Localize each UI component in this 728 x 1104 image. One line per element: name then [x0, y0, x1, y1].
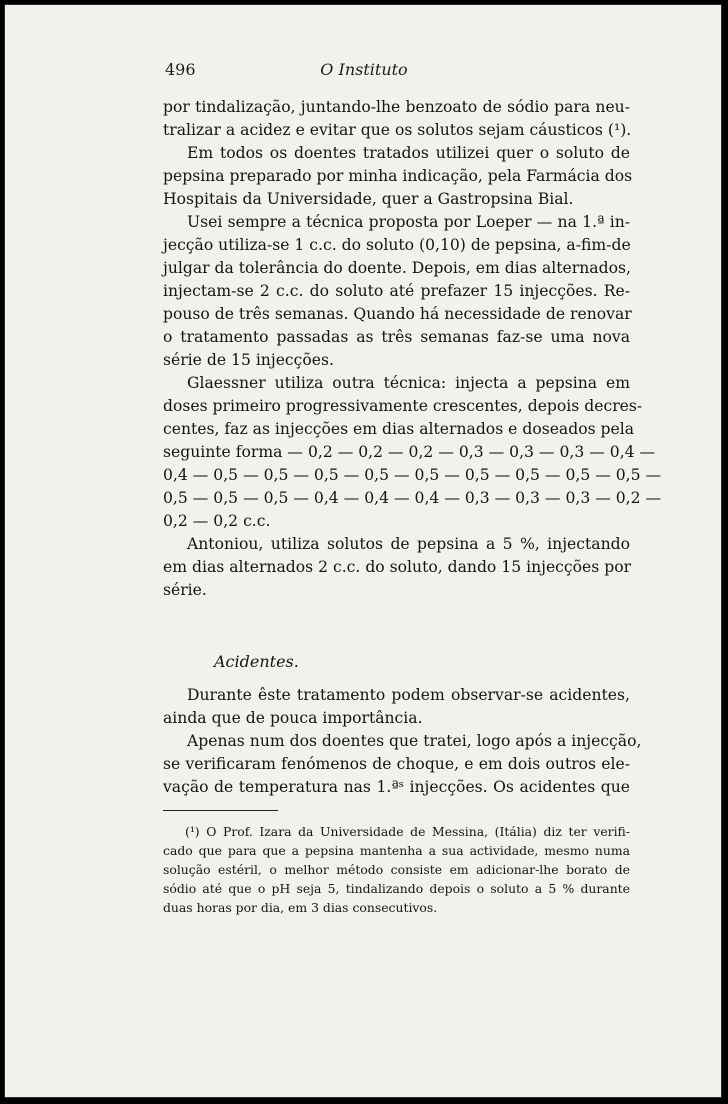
- text-line: centes, faz as injecções em dias alternados e doseados pela: [163, 420, 635, 438]
- text-line: em dias alternados 2 c.c. do soluto, dando 15 injecções por: [163, 558, 632, 576]
- text-line: jecção utiliza-se 1 c.c. do soluto (0,10) de pepsina, a-fim-de: [163, 236, 631, 254]
- text-line: Glaessner utiliza outra técnica: injecta a pepsina em: [187, 374, 630, 392]
- text-line: por tindalização, juntando-lhe benzoato de sódio para neu-: [163, 98, 630, 116]
- text-line: julgar da tolerância do doente. Depois, em dias alternados,: [163, 259, 631, 277]
- text-line: o tratamento passadas as três semanas faz-se uma nova: [163, 328, 630, 346]
- footnote-line: duas horas por dia, em 3 dias consecutivos.: [163, 900, 438, 915]
- footnote-line: cado que para que a pepsina mantenha a sua actividade, mesmo numa: [163, 843, 630, 858]
- text-line: Hospitais da Universidade, quer a Gastropsina Bial.: [163, 190, 574, 208]
- text-line: Usei sempre a técnica proposta por Loeper — na 1.ª in-: [187, 213, 630, 231]
- running-title: O Instituto: [320, 60, 408, 79]
- text-line: Durante êste tratamento podem observar-se acidentes,: [187, 686, 630, 704]
- footnote-rule: [163, 810, 278, 811]
- text-line: pepsina preparado por minha indicação, pela Farmácia dos: [163, 167, 633, 185]
- text-line: 0,5 — 0,5 — 0,5 — 0,4 — 0,4 — 0,4 — 0,3 — 0,3 — 0,3 — 0,2 —: [163, 489, 662, 507]
- footnote-line: (¹) O Prof. Izara da Universidade de Messina, (Itália) diz ter verifi-: [185, 824, 630, 839]
- section-text: [163, 684, 642, 799]
- text-line: vação de temperatura nas 1.ªˢ injecções. Os acidentes que: [163, 778, 630, 796]
- text-line: injectam-se 2 c.c. do soluto até prefazer 15 injecções. Re-: [163, 282, 630, 300]
- text-line: 0,2 — 0,2 c.c.: [163, 512, 271, 530]
- text-line: 0,4 — 0,5 — 0,5 — 0,5 — 0,5 — 0,5 — 0,5 — 0,5 — 0,5 — 0,5 —: [163, 466, 662, 484]
- text-line: doses primeiro progressivamente crescentes, depois decres-: [163, 397, 643, 415]
- footnote-line: sódio até que o pH seja 5, tindalizando depois o soluto a 5 % durante: [163, 881, 630, 896]
- text-line: pouso de três semanas. Quando há necessidade de renovar: [163, 305, 632, 323]
- text-line: série.: [163, 581, 207, 599]
- page-number: 496: [165, 60, 196, 79]
- text-line: Antoniou, utiliza solutos de pepsina a 5 %, injectando: [187, 535, 630, 553]
- text-line: Apenas num dos doentes que tratei, logo após a injecção,: [187, 732, 642, 750]
- footnote-line: solução estéril, o melhor método consiste em adicionar-lhe borato de: [163, 862, 630, 877]
- text-line: série de 15 injecções.: [163, 351, 334, 369]
- footnote: [163, 822, 630, 917]
- text-line: Em todos os doentes tratados utilizei quer o soluto de: [187, 144, 630, 162]
- body-text: [163, 96, 662, 602]
- text-line: tralizar a acidez e evitar que os solutos sejam cáusticos (¹).: [163, 121, 632, 139]
- section-heading: Acidentes.: [214, 652, 299, 671]
- text-line: se verificaram fenómenos de choque, e em dois outros ele-: [163, 755, 630, 773]
- text-line: ainda que de pouca importância.: [163, 709, 423, 727]
- text-line: seguinte forma — 0,2 — 0,2 — 0,2 — 0,3 — 0,3 — 0,3 — 0,4 —: [163, 443, 656, 461]
